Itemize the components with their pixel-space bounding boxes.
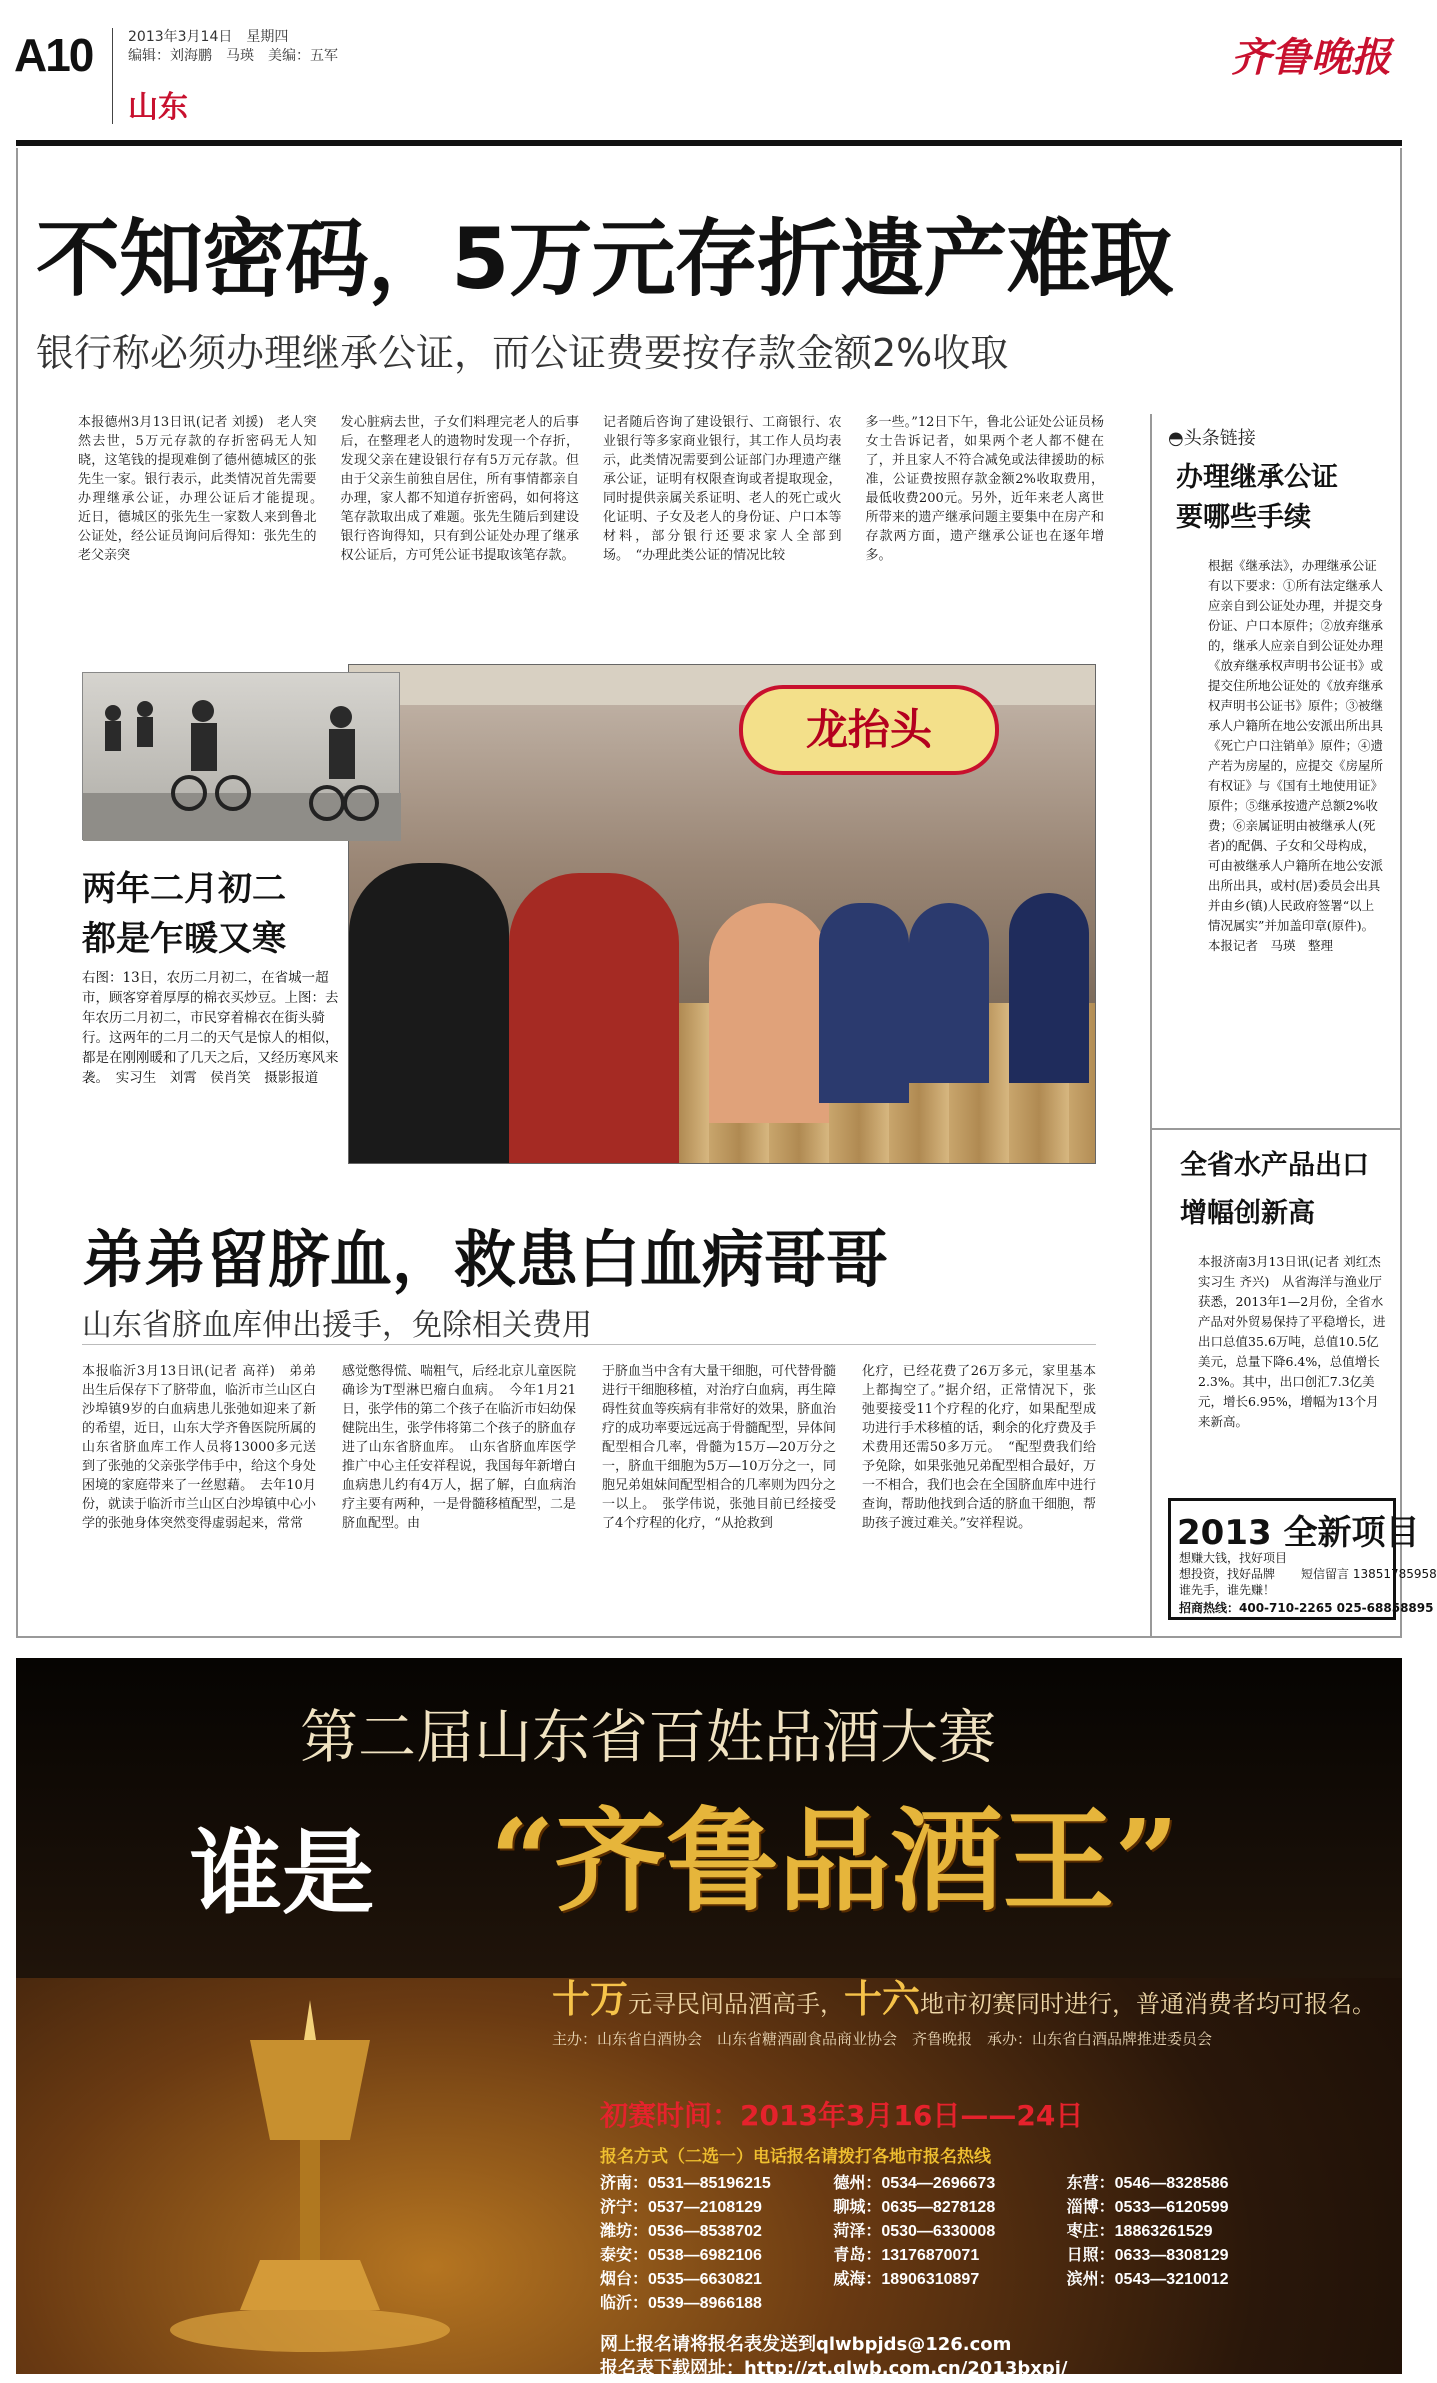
sidebar-divider <box>1150 1128 1402 1130</box>
shopper-figure <box>709 903 829 1123</box>
hotline-item: 烟台：0535—6630821 <box>600 2271 762 2288</box>
classified-ad-hotline: 招商热线：400-710-2265 025-68858895 <box>1179 1601 1434 1615</box>
news2-title-line: 全省水产品出口 <box>1180 1150 1369 1181</box>
article2-column: 化疗，已经花费了26万多元，家里基本上都掏空了。”据介绍，正常情况下，张弛要接受11个疗程的化疗，如果配型成功进行手术移植的话，剩余的化疗费及手术费用还需50多万元。 “配型费我们给予免除，如果张弛兄弟配型相合最好，万一不相合，我们也会在全国脐血库中进行查询，帮助他找到合适的脐血干细胞，帮助孩子渡过难关。”安祥程说。 <box>862 1364 1097 1531</box>
section-name: 山东 <box>128 90 188 125</box>
classified-ad[interactable] <box>1168 1498 1437 1620</box>
ad-city-text: 地市初赛同时进行，普通消费者均可报名。 <box>920 1990 1377 2018</box>
cyclists-illustration <box>83 673 401 841</box>
hotline-item: 青岛：13176870071 <box>833 2247 980 2264</box>
article2-body <box>82 1362 1096 1620</box>
date-line: 2013年3月14日 星期四 <box>128 29 289 45</box>
article2-column: 于脐血当中含有大量干细胞，可代替骨髓进行干细胞移植，对治疗白血病，再生障碍性贫血等疾病有非常好的效果，脐血治疗的成功率要远远高于骨髓配型，异体间配型相合几率，骨髓为15万—20万分之一，脐血干细胞为5万—10万分之一，同胞兄弟姐妹间配型相合的几率则为四分之一以上。 张学伟说，张弛目前已经接受了4个疗程的化疗，“从抢救到 <box>602 1364 837 1531</box>
article1-body <box>78 413 1104 649</box>
article2-subheadline: 山东省脐血库伸出援手，免除相关费用 <box>82 1308 592 1343</box>
ad-organizers: 主办：山东省白酒协会 山东省糖酒副食品商业协会 齐鲁晚报 承办：山东省白酒品牌推进委员会 <box>552 2030 1213 2048</box>
page-number: A10 <box>14 29 93 81</box>
ad-download-link[interactable]: 报名表下载网址：http://zt.qlwb.com.cn/2013bxpj/ <box>600 2358 1068 2379</box>
news2-title <box>1180 1142 1369 1238</box>
article1-column: 本报德州3月13日讯(记者 刘援) 老人突然去世，5万元存款的存折密码无人知晓，这笔钱的提现难倒了德州德城区的张先生一家。银行表示，此类情况首先需要办理继承公证，办理公证后才能提现。 近日，德城区的张先生一家数人来到鲁北公证处，经公证员询问后得知：张先生的老父亲突 <box>78 415 330 563</box>
ad-who-is: 谁是 <box>190 1819 375 1927</box>
street-photo <box>82 672 400 840</box>
festival-banner: 龙抬头 <box>739 685 999 775</box>
ad-prize-line <box>552 1968 1376 2023</box>
hotline-item: 菏泽：0530—6330008 <box>833 2223 996 2240</box>
ad-hotline-list <box>600 2170 1300 2313</box>
article2-headline: 弟弟留脐血，救患白血病哥哥 <box>82 1223 889 1296</box>
shopper-figure <box>509 873 679 1163</box>
sidebar-tag-label: 头条链接 <box>1183 428 1256 449</box>
photo-caption-title <box>82 864 286 964</box>
ad-email-line[interactable]: 网上报名请将报名表发送到qlwbpjds@126.com <box>600 2334 1012 2355</box>
sidebar-tag: ◓头条链接 <box>1168 428 1256 449</box>
hotline-item: 威海：18906310897 <box>833 2271 980 2288</box>
ad-prize-text: 元寻民间品酒高手， <box>628 1990 845 2018</box>
article1-column: 多一些。”12日下午，鲁北公证处公证员杨女士告诉记者，如果两个老人都不健在了，并且家人不符合减免或法律援助的标准，公证费按照存款金额2%收取费用，最低收费200元。另外，近年来老人离世所带来的遗产继承问题主要集中在房产和存款两方面，遗产继承公证也在逐年增多。 <box>865 415 1104 563</box>
hotline-item: 淄博：0533—6120599 <box>1066 2199 1229 2216</box>
ad-event-title: 第二届山东省百姓品酒大赛 <box>300 1703 997 1771</box>
article1-column: 记者随后咨询了建设银行、工商银行、农业银行等多家商业银行，其工作人员均表示，此类情况需要到公证部门办理遗产继承公证，证明有权限查询或者提取现金，同时提供亲属关系证明、老人的死亡或火化证明、子女及老人的身份证、户口本等材料，部分银行还要求家人全部到场。 “办理此类公证的情况比较 <box>603 415 842 563</box>
classified-ad-sms: 短信留言 13851785958 <box>1301 1567 1437 1581</box>
hotline-item: 德州：0534—2696673 <box>833 2175 996 2192</box>
ad-slogan: “齐鲁品酒王” <box>490 1796 1179 1927</box>
editors-line: 编辑：刘海鹏 马瑛 美编：五军 <box>128 48 338 64</box>
news2-title-line: 增幅创新高 <box>1180 1198 1315 1229</box>
photo-caption-title-line: 都是乍暖又寒 <box>82 919 286 959</box>
hotline-item: 临沂：0539—8966188 <box>600 2295 762 2312</box>
photo-caption-title-line: 两年二月初二 <box>82 869 286 909</box>
photo-caption-body: 右图：13日，农历二月初二，在省城一超市，顾客穿着厚厚的棉衣买炒豆。上图：去年农历二月初二，市民穿着棉衣在街头骑行。这两年的二月二的天气是惊人的相似，都是在刚刚暖和了几天之后，又经历寒风来袭。 实习生 刘霄 侯肖笑 摄影报道 <box>82 970 339 1086</box>
staff-figure <box>819 903 909 1103</box>
classified-ad-line: 想投资，找好品牌 <box>1179 1567 1276 1581</box>
classified-ad-line: 想赚大钱，找好项目 <box>1179 1551 1288 1565</box>
hotline-item: 泰安：0538—6982106 <box>600 2247 762 2264</box>
classified-ad-line: 谁先手，谁先赚！ <box>1179 1583 1276 1597</box>
hotline-item: 日照：0633—8308129 <box>1066 2247 1229 2264</box>
ad-prize-amount: 十万 <box>552 1977 629 2021</box>
hotline-item: 东营：0546—8328586 <box>1066 2175 1229 2192</box>
shopper-figure <box>349 863 509 1163</box>
top-rule <box>16 140 1402 146</box>
page-info <box>128 28 338 66</box>
ad-registration-method: 报名方式（二选一）电话报名请拨打各地市报名热线 <box>600 2147 991 2167</box>
staff-figure <box>1009 893 1089 1083</box>
article2-rule <box>82 1344 1096 1345</box>
supermarket-photo <box>348 664 1096 1164</box>
ad-contest-date: 初赛时间：2013年3月16日——24日 <box>600 2099 1084 2132</box>
newspaper-logo: 齐鲁晚报 <box>1231 34 1391 81</box>
hotline-item: 济宁：0537—2108129 <box>600 2199 762 2216</box>
article1-subheadline: 银行称必须办理继承公证，而公证费要按存款金额2%收取 <box>36 331 1009 375</box>
sidebar-body: 根据《继承法》，办理继承公证有以下要求：①所有法定继承人应亲自到公证处办理，并提交身份证、户口本原件；②放弃继承的，继承人应亲自到公证处办理《放弃继承权声明书公证书》或提交住所地公证处的《放弃继承权声明书公证书》原件；③被继承人户籍所在地公安派出所出具《死亡户口注销单》原件；④遗产若为房屋的，应提交《房屋所有权证》与《国有土地使用证》原件；⑤继承按遗产总额2%收费；⑥亲属证明由被继承人(死者)的配偶、子女和父母构成，可由被继承人户籍所在地公安派出所出具，或村(居)委员会出具并由乡(镇)人民政府签署“以上情况属实”并加盖印章(原件)。 本报记者 马瑛 整理 <box>1208 558 1384 953</box>
sidebar-title-line: 办理继承公证 <box>1176 462 1338 493</box>
hotline-item: 聊城：0635—8278128 <box>833 2199 996 2216</box>
hotline-item: 枣庄：18863261529 <box>1066 2223 1213 2240</box>
article2-column: 感觉憋得慌、喘粗气，后经北京儿童医院确诊为T型淋巴瘤白血病。 今年1月21日，张学伟的第二个孩子在临沂市妇幼保健院出生，张学伟将第二个孩子的脐血存进了山东省脐血库。 山东省脐血库医学推广中心主任安祥程说，我国每年新增白血病患儿约有4万人，据了解，白血病治疗主要有两种，一是骨髓移植配型，二是脐血配型。由 <box>342 1364 577 1531</box>
header-divider <box>112 28 113 124</box>
classified-ad-headline: 2013 全新项目 <box>1177 1513 1420 1553</box>
article1-headline: 不知密码，5万元存折遗产难取 <box>36 210 1173 308</box>
golden-goblet-icon <box>160 2000 460 2360</box>
article1-column: 发心脏病去世，子女们料理完老人的后事后，在整理老人的遗物时发现一个存折，发现父亲在建设银行存有5万元存款。但由于父亲生前独自居住，所有事情都亲自办理，家人都不知道存折密码，如何将这笔存款取出成了难题。张先生随后到建设银行咨询得知，只有到公证处办理了继承权公证后，方可凭公证书提取该笔存款。 <box>340 415 579 563</box>
sidebar-title <box>1176 458 1338 538</box>
hotline-item: 济南：0531—85196215 <box>600 2175 771 2192</box>
news2-body: 本报济南3月13日讯(记者 刘红杰 实习生 齐兴) 从省海洋与渔业厅获悉，2013年1—2月份，全省水产品对外贸易保持了平稳增长，进出口总值35.6万吨，总值10.5亿美元，总量下降6.4%，总值增长2.3%。其中，出口创汇7.3亿美元，增长6.95%，增幅为13个月来新高。 <box>1198 1254 1386 1429</box>
staff-figure <box>909 903 989 1083</box>
hotline-item: 潍坊：0536—8538702 <box>600 2223 762 2240</box>
ad-city-count: 十六 <box>844 1977 921 2021</box>
article2-column: 本报临沂3月13日讯(记者 高祥) 弟弟出生后保存下了脐带血，临沂市兰山区白沙埠镇9岁的白血病患儿张弛如迎来了新的希望，近日，山东大学齐鲁医院所属的山东省脐血库工作人员将13000多元送到了张弛的父亲张学伟手中，给这个身处困境的家庭带来了一丝慰藉。 去年10月份，就读于临沂市兰山区白沙埠镇中心小学的张弛身体突然变得虚弱起来，常常 <box>82 1364 317 1531</box>
sidebar-title-line: 要哪些手续 <box>1176 502 1311 533</box>
hotline-item: 滨州：0543—3210012 <box>1066 2271 1229 2288</box>
